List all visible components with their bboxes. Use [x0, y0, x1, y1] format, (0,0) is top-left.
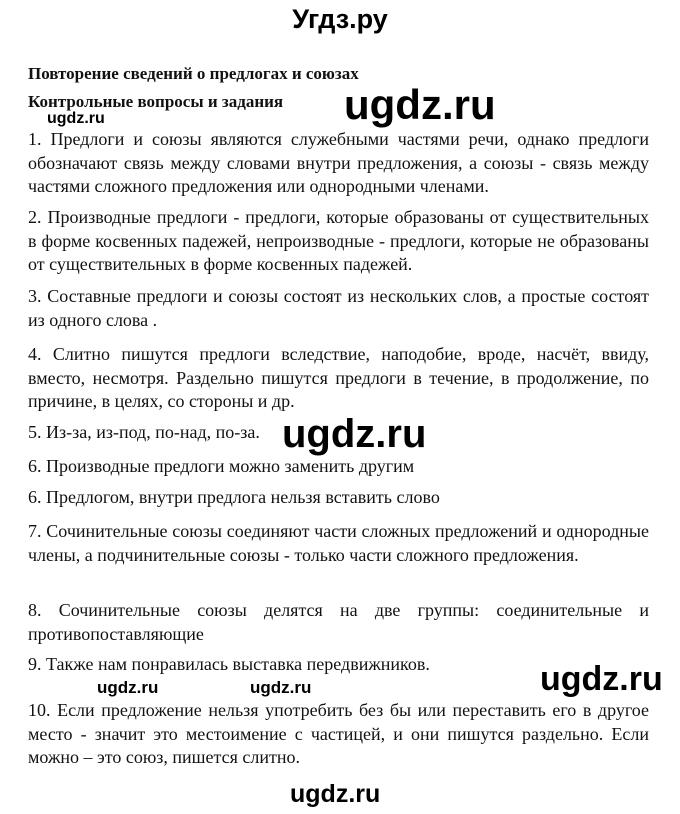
- answer-5: 5. Из-за, из-под, по-над, по-за.: [28, 422, 260, 442]
- answer-1: 1. Предлоги и союзы являются служебными частями речи, однако предлоги обозначают связь между словами внутри предложения, а союзы - связь между частями сложного предложения или однородными членами.: [28, 129, 649, 196]
- watermark: ugdz.ru: [47, 110, 105, 127]
- answer-9: 9. Также нам понравилась выставка передвижников.: [28, 654, 430, 674]
- answer-3: 3. Составные предлоги и союзы состоят из нескольких слов, а простые состоят из одного слова .: [28, 286, 649, 330]
- site-title: Угдз.ру: [292, 4, 388, 34]
- answer-6b: 6. Предлогом, внутри предлога нельзя вставить слово: [28, 487, 440, 507]
- watermark: ugdz.ru: [250, 678, 312, 697]
- answer-6a: 6. Производные предлоги можно заменить другим: [28, 456, 415, 476]
- watermark: ugdz.ru: [290, 780, 381, 808]
- watermark: ugdz.ru: [344, 81, 496, 128]
- answer-8: 8. Сочинительные союзы делятся на две группы: соединительные и противопоставляющие: [28, 600, 649, 644]
- answer-7: 7. Сочинительные союзы соединяют части сложных предложений и однородные члены, а подчинительные союзы - только части сложного предложения.: [28, 521, 649, 565]
- watermark: ugdz.ru: [540, 660, 663, 698]
- answer-2: 2. Производные предлоги - предлоги, которые образованы от существительных в форме косвенных падежей, непроизводные - предлоги, которые не образованы от существительных в форме косвенных падежей.: [28, 207, 649, 274]
- answer-10: 10. Если предложение нельзя употребить без бы или переставить его в другое место - значит это местоимение с частицей, и они пишутся раздельно. Если можно – это союз, пишется слитно.: [28, 700, 649, 767]
- watermark: ugdz.ru: [97, 678, 159, 697]
- watermark: ugdz.ru: [282, 412, 427, 456]
- section-subheading: Контрольные вопросы и задания: [28, 92, 284, 111]
- section-heading: Повторение сведений о предлогах и союзах: [28, 64, 359, 83]
- answer-4: 4. Слитно пишутся предлоги вследствие, наподобие, вроде, насчёт, ввиду, вместо, несмотря. Раздельно пишутся предлоги в течение, в продолжение, по причине, в целях, со стороны и др.: [28, 344, 649, 411]
